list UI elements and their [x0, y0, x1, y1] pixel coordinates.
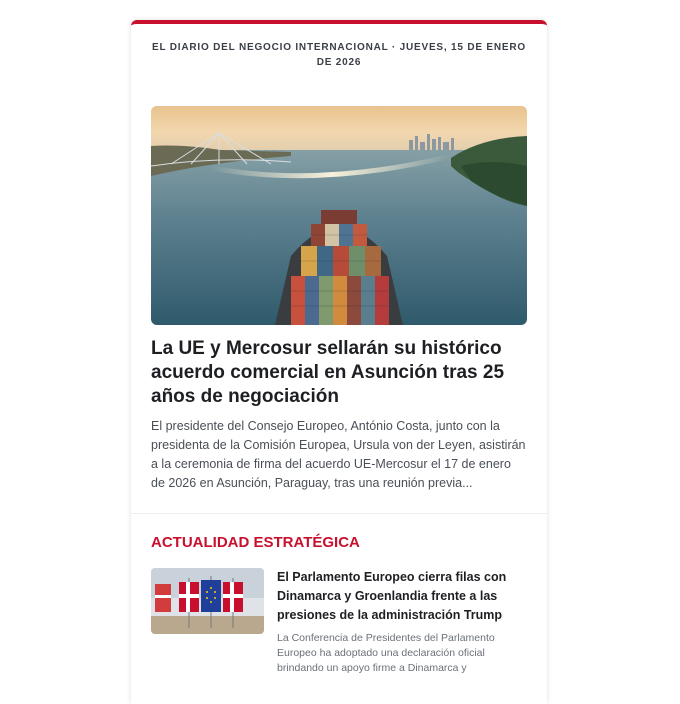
story-body	[277, 568, 527, 676]
lead-summary: El presidente del Consejo Europeo, António Costa, junto con la presidenta de la Comisión Europea, Ursula von der Leyen, asistirán a la ceremonia de firma del acuerdo UE-Mercosur el 17 de enero de 2026 en Asunción, Paraguay, tras una reunión previa...	[151, 419, 526, 490]
lead-image[interactable]	[151, 106, 527, 325]
section-title: ACTUALIDAD ESTRATÉGICA	[151, 534, 360, 551]
masthead: EL DIARIO DEL NEGOCIO INTERNACIONAL · JUEVES, 15 DE ENERO DE 2026	[152, 42, 526, 68]
story-title[interactable]: El Parlamento Europeo cierra filas con Dinamarca y Groenlandia frente a las presiones de la administración Trump	[277, 570, 507, 622]
story-summary: La Conferencia de Presidentes del Parlamento Europeo ha adoptado una declaración oficial brindando un apoyo firme a Dinamarca y	[277, 632, 495, 674]
container-ship-image	[151, 106, 527, 325]
flags-image	[151, 568, 264, 634]
section-divider	[131, 513, 547, 514]
newsletter-card	[131, 20, 547, 704]
lead-headline[interactable]: La UE y Mercosur sellarán su histórico acuerdo comercial en Asunción tras 25 años de negociación	[151, 338, 505, 407]
story-item[interactable]	[151, 568, 527, 676]
flags-thumbnail[interactable]	[151, 568, 264, 634]
